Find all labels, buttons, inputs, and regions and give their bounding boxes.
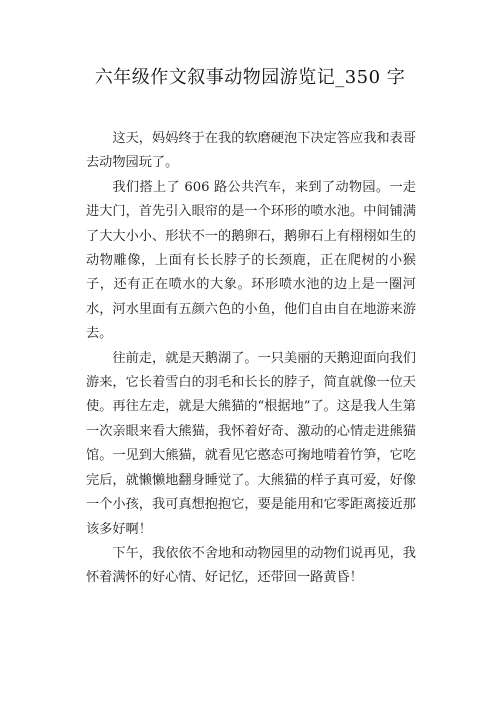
paragraph: 我们搭上了 606 路公共汽车，来到了动物园。一走进大门，首先引入眼帘的是一个环形的喷水池。中间铺满了大大小小、形状不一的鹅卵石，鹅卵石上有栩栩如生的动物雕像，上面有长长脖子的长颈鹿，正在爬树的小猴子，还有正在喷水的大象。环形喷水池的边上是一圈河水，河水里面有五颜六色的小鱼，他们自由自在地游来游去。 [86, 179, 416, 342]
document-body [86, 127, 416, 591]
paragraph: 这天，妈妈终于在我的软磨硬泡下决定答应我和表哥去动物园玩了。 [86, 131, 416, 171]
document-title: 六年级作文叙事动物园游览记_350 字 [94, 67, 406, 88]
paragraph: 往前走，就是天鹅湖了。一只美丽的天鹅迎面向我们游来，它长着雪白的羽毛和长长的脖子，简直就像一位天使。再往左走，就是大熊猫的“根据地”了。这是我人生第一次亲眼来看大熊猫，我怀着好奇、激动的心情走进熊猫馆。一见到大熊猫，就看见它憨态可掬地啃着竹笋，它吃完后，就懒懒地翻身睡觉了。大熊猫的样子真可爱，好像一个小孩，我可真想抱抱它，要是能用和它零距离接近那该多好啊！ [86, 350, 416, 537]
paragraph: 下午，我依依不舍地和动物园里的动物们说再见，我怀着满怀的好心情、好记忆，还带回一路黄昏！ [86, 545, 416, 586]
